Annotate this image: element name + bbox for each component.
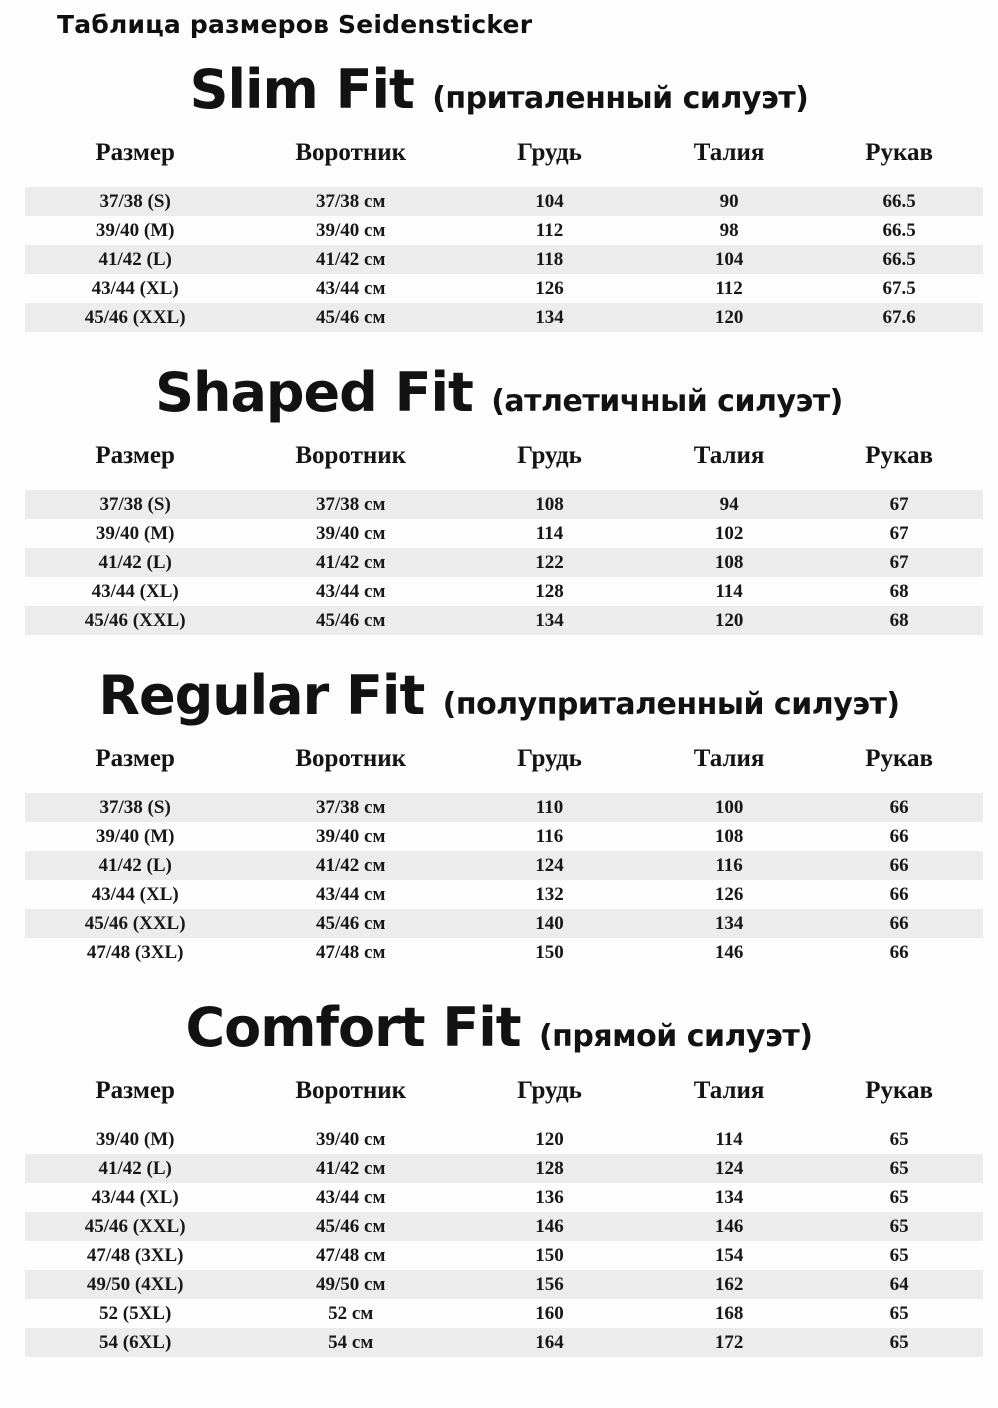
table-row xyxy=(25,909,983,938)
table-cell: 49/50 (4XL) xyxy=(25,1270,245,1299)
table-row xyxy=(25,1154,983,1183)
table-cell: 66.5 xyxy=(882,219,916,241)
table-cell: 64 xyxy=(815,1270,983,1299)
table-header-row xyxy=(25,125,983,187)
table-cell: 168 xyxy=(714,1302,744,1324)
table-cell: 98 xyxy=(719,219,739,241)
table-cell: 67 xyxy=(889,522,909,544)
table-row xyxy=(25,519,983,548)
table-cell: 66 xyxy=(889,941,909,963)
table-cell: 156 xyxy=(456,1270,643,1299)
table-cell: 67.5 xyxy=(882,277,916,299)
table-cell: 45/46 (XXL) xyxy=(25,303,245,332)
column-header: Талия xyxy=(693,745,765,773)
table-cell: 146 xyxy=(714,941,744,963)
table-row xyxy=(25,851,983,880)
table-cell: 41/42 (L) xyxy=(25,245,245,274)
table-cell: 90 xyxy=(643,187,815,216)
fit-sections xyxy=(0,59,998,1357)
table-cell: 39/40 (M) xyxy=(95,219,175,241)
table-row xyxy=(25,1125,983,1154)
table-row xyxy=(25,938,983,967)
table-cell: 66 xyxy=(889,825,909,847)
table-cell: 67 xyxy=(815,490,983,519)
table-cell: 108 xyxy=(456,490,643,519)
table-cell: 108 xyxy=(714,825,744,847)
table-cell: 47/48 см xyxy=(316,941,386,963)
table-cell: 126 xyxy=(714,883,744,905)
table-cell: 41/42 (L) xyxy=(25,548,245,577)
table-cell: 110 xyxy=(456,793,643,822)
fit-heading xyxy=(0,997,998,1059)
table-cell: 45/46 см xyxy=(245,909,456,938)
column-header: Размер xyxy=(95,745,175,773)
table-cell: 43/44 (XL) xyxy=(91,580,179,602)
column-header: Грудь xyxy=(517,139,582,167)
table-cell: 39/40 см xyxy=(316,219,386,241)
table-header-row xyxy=(25,731,983,793)
table-cell: 45/46 (XXL) xyxy=(25,1212,245,1241)
table-cell: 37/38 (S) xyxy=(25,793,245,822)
table-row xyxy=(25,1212,983,1241)
table-cell: 45/46 см xyxy=(245,606,456,635)
table-cell: 43/44 см xyxy=(316,883,386,905)
fit-heading xyxy=(0,665,998,727)
section-shaped-fit xyxy=(0,362,998,635)
table-row xyxy=(25,880,983,909)
table-cell: 65 xyxy=(815,1154,983,1183)
table-row xyxy=(25,187,983,216)
column-header: Грудь xyxy=(517,1077,582,1105)
section-comfort-fit xyxy=(0,997,998,1357)
table-cell: 41/42 см xyxy=(245,548,456,577)
table-cell: 37/38 см xyxy=(245,793,456,822)
table-cell: 41/42 (L) xyxy=(25,1154,245,1183)
table-cell: 114 xyxy=(715,1128,743,1150)
table-cell: 37/38 (S) xyxy=(25,187,245,216)
table-cell: 43/44 см xyxy=(316,277,386,299)
size-table xyxy=(25,125,983,332)
table-row xyxy=(25,793,983,822)
fit-name: Regular Fit xyxy=(98,664,425,728)
section-slim-fit xyxy=(0,59,998,332)
column-header: Размер xyxy=(95,1077,175,1105)
table-row xyxy=(25,1183,983,1212)
table-cell: 67.6 xyxy=(815,303,983,332)
table-cell: 65 xyxy=(889,1186,909,1208)
table-cell: 116 xyxy=(535,825,564,847)
size-table xyxy=(25,1063,983,1357)
column-header: Талия xyxy=(693,442,765,470)
table-cell: 39/40 (M) xyxy=(95,522,175,544)
table-cell: 108 xyxy=(643,548,815,577)
table-cell: 39/40 (M) xyxy=(95,1128,175,1150)
table-cell: 128 xyxy=(456,1154,643,1183)
column-header: Размер xyxy=(95,442,175,470)
column-header: Рукав xyxy=(865,745,934,773)
table-cell: 43/44 (XL) xyxy=(91,883,179,905)
page-title: Таблица размеров Seidensticker xyxy=(57,10,533,39)
table-cell: 100 xyxy=(643,793,815,822)
table-cell: 132 xyxy=(535,883,564,905)
fit-subtitle: (полуприталенный силуэт) xyxy=(442,687,900,723)
table-cell: 146 xyxy=(456,1212,643,1241)
table-row xyxy=(25,822,983,851)
table-cell: 65 xyxy=(815,1212,983,1241)
table-cell: 39/40 см xyxy=(316,825,386,847)
fit-name: Slim Fit xyxy=(189,58,414,121)
table-cell: 45/46 (XXL) xyxy=(25,606,245,635)
table-cell: 114 xyxy=(535,522,564,544)
table-cell: 43/44 (XL) xyxy=(91,277,179,299)
table-cell: 124 xyxy=(456,851,643,880)
table-row xyxy=(25,303,983,332)
table-cell: 45/46 см xyxy=(245,303,456,332)
table-cell: 43/44 см xyxy=(316,580,386,602)
table-cell: 45/46 (XXL) xyxy=(25,909,245,938)
table-cell: 104 xyxy=(643,245,815,274)
column-header: Рукав xyxy=(865,442,934,470)
table-cell: 52 (5XL) xyxy=(99,1302,172,1324)
fit-name: Comfort Fit xyxy=(185,996,521,1060)
fit-heading xyxy=(0,59,998,121)
table-row xyxy=(25,1299,983,1328)
column-header: Рукав xyxy=(865,1077,934,1105)
table-cell: 124 xyxy=(643,1154,815,1183)
column-header: Рукав xyxy=(865,139,934,167)
table-cell: 37/38 см xyxy=(245,187,456,216)
table-cell: 112 xyxy=(535,219,564,241)
column-header: Воротник xyxy=(295,442,407,470)
size-table xyxy=(25,731,983,967)
table-cell: 65 xyxy=(889,1302,909,1324)
table-cell: 154 xyxy=(714,1244,744,1266)
table-cell: 150 xyxy=(535,941,564,963)
table-cell: 37/38 см xyxy=(245,490,456,519)
table-cell: 41/42 см xyxy=(245,851,456,880)
table-cell: 47/48 (3XL) xyxy=(86,1244,184,1266)
table-cell: 134 xyxy=(643,909,815,938)
column-header: Талия xyxy=(693,1077,765,1105)
table-cell: 49/50 см xyxy=(245,1270,456,1299)
table-cell: 172 xyxy=(643,1328,815,1357)
table-row xyxy=(25,490,983,519)
table-cell: 114 xyxy=(715,580,743,602)
table-row xyxy=(25,274,983,303)
table-cell: 122 xyxy=(456,548,643,577)
table-cell: 118 xyxy=(456,245,643,274)
table-cell: 37/38 (S) xyxy=(25,490,245,519)
table-row xyxy=(25,548,983,577)
table-cell: 41/42 см xyxy=(245,1154,456,1183)
column-header: Размер xyxy=(95,139,175,167)
fit-subtitle: (атлетичный силуэт) xyxy=(491,384,843,420)
table-cell: 128 xyxy=(535,580,564,602)
column-header: Грудь xyxy=(517,442,582,470)
table-cell: 134 xyxy=(456,303,643,332)
size-table xyxy=(25,428,983,635)
column-header: Грудь xyxy=(517,745,582,773)
table-row xyxy=(25,606,983,635)
table-cell: 146 xyxy=(643,1212,815,1241)
table-cell: 134 xyxy=(456,606,643,635)
table-cell: 120 xyxy=(643,606,815,635)
table-cell: 116 xyxy=(643,851,815,880)
table-row xyxy=(25,245,983,274)
table-cell: 94 xyxy=(643,490,815,519)
table-cell: 45/46 см xyxy=(245,1212,456,1241)
table-cell: 162 xyxy=(643,1270,815,1299)
table-row xyxy=(25,1328,983,1357)
table-cell: 65 xyxy=(889,1244,909,1266)
column-header: Воротник xyxy=(295,139,407,167)
table-cell: 102 xyxy=(714,522,744,544)
column-header: Воротник xyxy=(295,745,407,773)
table-cell: 150 xyxy=(535,1244,564,1266)
table-cell: 47/48 (3XL) xyxy=(86,941,184,963)
table-row xyxy=(25,577,983,606)
table-header-row xyxy=(25,428,983,490)
table-cell: 164 xyxy=(456,1328,643,1357)
fit-name: Shaped Fit xyxy=(155,361,473,425)
table-cell: 65 xyxy=(889,1128,909,1150)
table-cell: 41/42 см xyxy=(245,245,456,274)
table-cell: 41/42 (L) xyxy=(25,851,245,880)
table-cell: 140 xyxy=(456,909,643,938)
fit-subtitle: (прямой силуэт) xyxy=(538,1019,813,1055)
table-header-row xyxy=(25,1063,983,1125)
table-cell: 66 xyxy=(889,883,909,905)
table-cell: 65 xyxy=(815,1328,983,1357)
table-cell: 39/40 см xyxy=(316,1128,386,1150)
table-cell: 39/40 (M) xyxy=(95,825,175,847)
fit-subtitle: (приталенный силуэт) xyxy=(432,81,809,116)
table-cell: 43/44 см xyxy=(316,1186,386,1208)
table-cell: 66.5 xyxy=(815,245,983,274)
table-cell: 104 xyxy=(456,187,643,216)
table-cell: 68 xyxy=(889,580,909,602)
table-cell: 112 xyxy=(715,277,743,299)
table-cell: 68 xyxy=(815,606,983,635)
table-cell: 52 см xyxy=(328,1302,374,1324)
fit-heading xyxy=(0,362,998,424)
table-cell: 66 xyxy=(815,851,983,880)
table-cell: 43/44 (XL) xyxy=(91,1186,179,1208)
table-cell: 66.5 xyxy=(815,187,983,216)
table-cell: 160 xyxy=(535,1302,564,1324)
table-cell: 134 xyxy=(714,1186,744,1208)
table-row xyxy=(25,1270,983,1299)
section-regular-fit xyxy=(0,665,998,967)
table-cell: 39/40 см xyxy=(316,522,386,544)
table-cell: 54 (6XL) xyxy=(25,1328,245,1357)
table-cell: 47/48 см xyxy=(316,1244,386,1266)
table-cell: 126 xyxy=(535,277,564,299)
table-cell: 120 xyxy=(643,303,815,332)
table-row xyxy=(25,216,983,245)
table-cell: 120 xyxy=(535,1128,564,1150)
table-cell: 66 xyxy=(815,793,983,822)
table-cell: 67 xyxy=(815,548,983,577)
table-cell: 136 xyxy=(535,1186,564,1208)
column-header: Талия xyxy=(693,139,765,167)
table-cell: 66 xyxy=(815,909,983,938)
table-cell: 54 см xyxy=(245,1328,456,1357)
table-row xyxy=(25,1241,983,1270)
column-header: Воротник xyxy=(295,1077,407,1105)
